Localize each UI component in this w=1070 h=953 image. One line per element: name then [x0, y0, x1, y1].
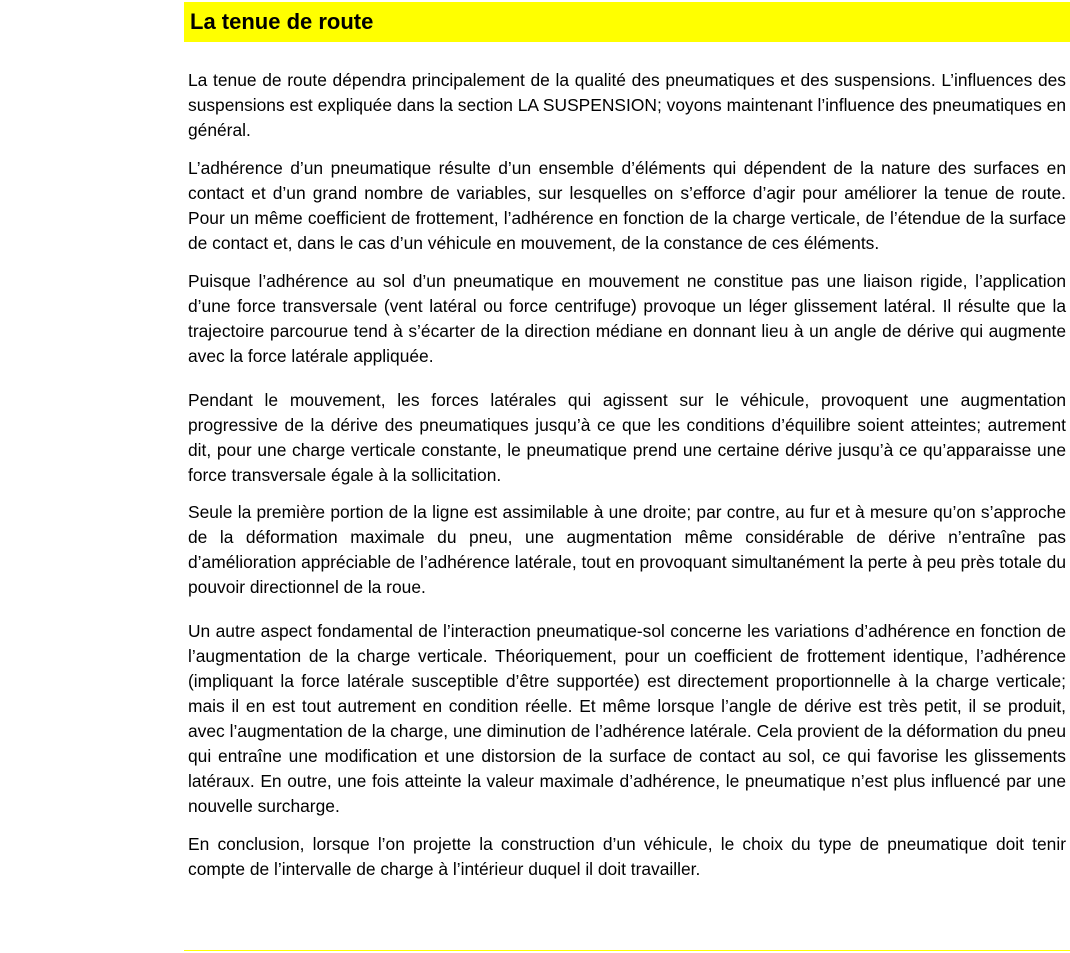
document-page	[184, 0, 1070, 953]
bottom-divider	[184, 950, 1070, 951]
paragraph-lateral-forces: Pendant le mouvement, les forces latérales qui agissent sur le véhicule, provoquent une augmentation progressive de la dérive des pneumatiques jusqu’à ce que les conditions d’équilibre soient atteintes; autrement dit, pour une charge verticale constante, le pneumatique prend une certaine dérive jusqu’à ce qu’apparaisse une force transversale égale à la sollicitation.	[188, 390, 1066, 485]
section-title: La tenue de route	[190, 9, 374, 34]
paragraph-transverse-force: Puisque l’adhérence au sol d’un pneumatique en mouvement ne constitue pas une liaison rigide, l’application d’une force transversale (vent latéral ou force centrifuge) provoque un léger glissement latéral. Il résulte que la trajectoire parcourue tend à s’écarter de la direction médiane en donnant lieu à un angle de dérive qui augmente avec la force latérale appliquée.	[188, 271, 1066, 366]
paragraph-adherence: L’adhérence d’un pneumatique résulte d’un ensemble d’éléments qui dépendent de la nature des surfaces en contact et d’un grand nombre de variables, sur lesquelles on s’efforce d’agir pour améliorer la tenue de route. Pour un même coefficient de frottement, l’adhérence en fonction de la charge verticale, de l’étendue de la surface de contact et, dans le cas d’un véhicule en mouvement, de la constance de ces éléments.	[188, 158, 1066, 253]
section-header	[184, 2, 1070, 42]
paragraph-first-portion: Seule la première portion de la ligne est assimilable à une droite; par contre, au fur et à mesure qu’on s’approche de la déformation maximale du pneu, une augmentation même considérable de dérive n’entraîne pas d’amélioration appréciable de l’adhérence latérale, tout en provoquant simultanément la perte à peu près totale du pouvoir directionnel de la roue.	[188, 502, 1066, 597]
paragraph-vertical-load: Un autre aspect fondamental de l’interaction pneumatique-sol concerne les variations d’adhérence en fonction de l’augmentation de la charge verticale. Théoriquement, pour un coefficient de frottement identique, l’adhérence (impliquant la force latérale susceptible d’être supportée) est directement proportionnelle à la charge verticale; mais il en est tout autrement en condition réelle. Et même lorsque l’angle de dérive est très petit, il se produit, avec l’augmentation de la charge, une diminution de l’adhérence latérale. Cela provient de la déformation du pneu qui entraîne une modification et une distorsion de la surface de contact au sol, ce qui favorise les glissements latéraux. En outre, une fois atteinte la valeur maximale d’adhérence, le pneumatique n’est plus influencé par une nouvelle surcharge.	[188, 621, 1066, 816]
paragraph-intro: La tenue de route dépendra principalement de la qualité des pneumatiques et des suspensions. L’influences des suspensions est expliquée dans la section LA SUSPENSION; voyons maintenant l’influence des pneumatiques en général.	[188, 70, 1066, 140]
paragraph-conclusion: En conclusion, lorsque l’on projette la construction d’un véhicule, le choix du type de pneumatique doit tenir compte de l’intervalle de charge à l’intérieur duquel il doit travailler.	[188, 834, 1066, 879]
article-body	[188, 68, 1066, 882]
